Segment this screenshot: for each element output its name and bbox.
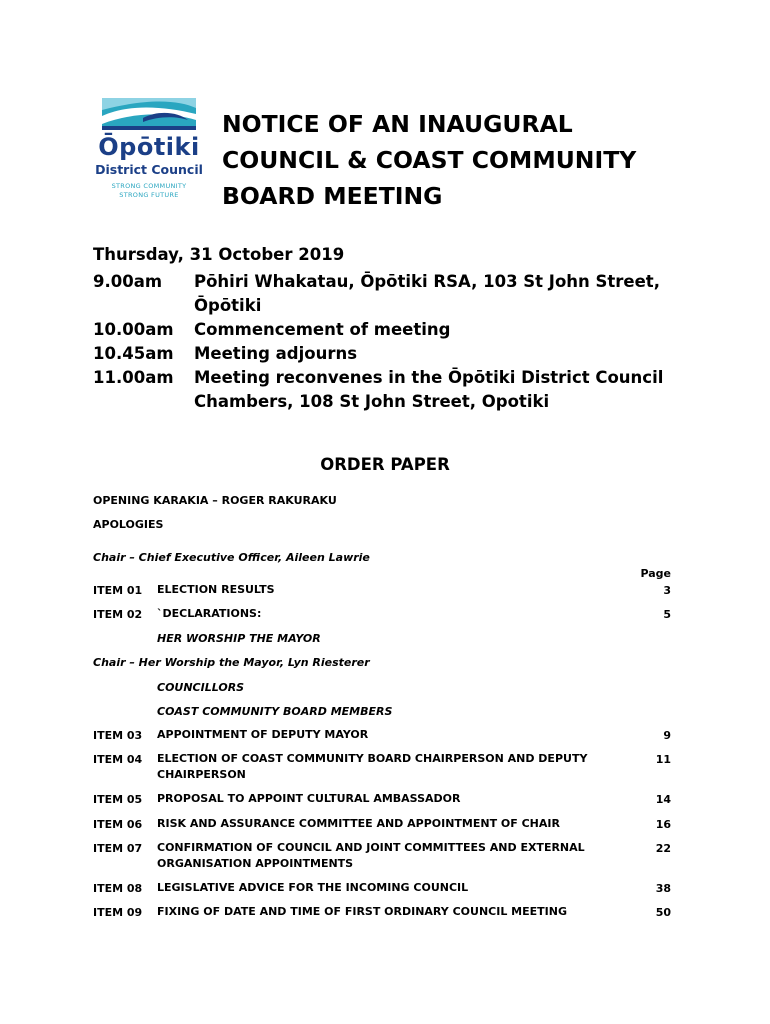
schedule-description <box>194 342 694 366</box>
item-title <box>157 582 607 598</box>
item-page: 14 <box>655 793 671 806</box>
item-title-line: ORGANISATION APPOINTMENTS <box>157 857 354 870</box>
logo-tagline: STRONG COMMUNITY <box>111 182 187 190</box>
schedule-description <box>194 366 694 414</box>
item-title-line: ELECTION OF COAST COMMUNITY BOARD CHAIRPERSON AND DEPUTY <box>157 752 588 765</box>
schedule-description <box>194 318 694 342</box>
item-title-line: `DECLARATIONS: <box>157 607 262 620</box>
item-number: ITEM 03 <box>93 729 143 742</box>
item-page: 11 <box>655 753 671 766</box>
item-title <box>157 840 607 872</box>
item-title <box>157 727 607 743</box>
item-title-line: FIXING OF DATE AND TIME OF FIRST ORDINARY COUNCIL MEETING <box>157 905 567 918</box>
schedule-description-line: Commencement of meeting <box>194 320 451 339</box>
declaration-subitem: HER WORSHIP THE MAYOR <box>157 632 321 645</box>
schedule-description-line: Ōpōtiki <box>194 296 262 315</box>
item-page: 16 <box>655 818 671 831</box>
item-title-line: APPOINTMENT OF DEPUTY MAYOR <box>157 728 369 741</box>
title-line: NOTICE OF AN INAUGURAL <box>222 110 573 138</box>
item-page: 38 <box>655 882 671 895</box>
item-title-line: LEGISLATIVE ADVICE FOR THE INCOMING COUNCIL <box>157 881 469 894</box>
logo-tagline: STRONG FUTURE <box>119 191 179 199</box>
logo-council-name: District Council <box>95 162 203 177</box>
item-number: ITEM 05 <box>93 793 143 806</box>
document-title <box>222 106 702 214</box>
item-title-line: RISK AND ASSURANCE COMMITTEE AND APPOINTMENT OF CHAIR <box>157 817 560 830</box>
schedule-time: 9.00am <box>93 272 163 291</box>
opening-karakia: OPENING KARAKIA – ROGER RAKURAKU <box>93 494 337 507</box>
item-number: ITEM 04 <box>93 753 143 766</box>
item-title <box>157 791 607 807</box>
item-title <box>157 880 607 896</box>
schedule-description-line: Chambers, 108 St John Street, Opotiki <box>194 392 550 411</box>
council-logo <box>88 96 210 206</box>
page-column-header: Page <box>640 567 671 580</box>
item-title <box>157 904 607 920</box>
item-number: ITEM 09 <box>93 906 143 919</box>
logo-wordmark: Ōpōtiki <box>98 133 200 161</box>
item-number: ITEM 01 <box>93 584 143 597</box>
item-number: ITEM 07 <box>93 842 143 855</box>
item-title-line: ELECTION RESULTS <box>157 583 275 596</box>
schedule-time: 10.00am <box>93 320 174 339</box>
order-paper-heading: ORDER PAPER <box>320 455 450 474</box>
item-page: 22 <box>655 842 671 855</box>
wave-emblem-icon <box>88 96 210 132</box>
item-title <box>157 816 607 832</box>
item-title <box>157 751 607 783</box>
schedule-time: 10.45am <box>93 344 174 363</box>
item-title-line: CHAIRPERSON <box>157 768 246 781</box>
apologies: APOLOGIES <box>93 518 164 531</box>
schedule-description-line: Meeting reconvenes in the Ōpōtiki District Council <box>194 368 664 387</box>
schedule-time: 11.00am <box>93 368 174 387</box>
item-title <box>157 606 607 622</box>
item-page: 50 <box>655 906 671 919</box>
chair-note: Chair – Chief Executive Officer, Aileen Lawrie <box>93 551 370 564</box>
item-title-line: CONFIRMATION OF COUNCIL AND JOINT COMMITTEES AND EXTERNAL <box>157 841 585 854</box>
item-title-line: PROPOSAL TO APPOINT CULTURAL AMBASSADOR <box>157 792 461 805</box>
schedule-description <box>194 270 694 318</box>
item-number: ITEM 08 <box>93 882 143 895</box>
item-page: 3 <box>663 584 671 597</box>
chair-note: Chair – Her Worship the Mayor, Lyn Riesterer <box>93 656 370 669</box>
meeting-date: Thursday, 31 October 2019 <box>93 245 345 264</box>
schedule-description-line: Pōhiri Whakatau, Ōpōtiki RSA, 103 St John Street, <box>194 272 660 291</box>
title-line: COUNCIL & COAST COMMUNITY <box>222 146 637 174</box>
item-number: ITEM 02 <box>93 608 143 621</box>
item-page: 5 <box>663 608 671 621</box>
title-line: BOARD MEETING <box>222 182 443 210</box>
item-page: 9 <box>663 729 671 742</box>
item-number: ITEM 06 <box>93 818 143 831</box>
declaration-subitem: COAST COMMUNITY BOARD MEMBERS <box>157 705 393 718</box>
schedule-description-line: Meeting adjourns <box>194 344 358 363</box>
declaration-subitem: COUNCILLORS <box>157 681 245 694</box>
